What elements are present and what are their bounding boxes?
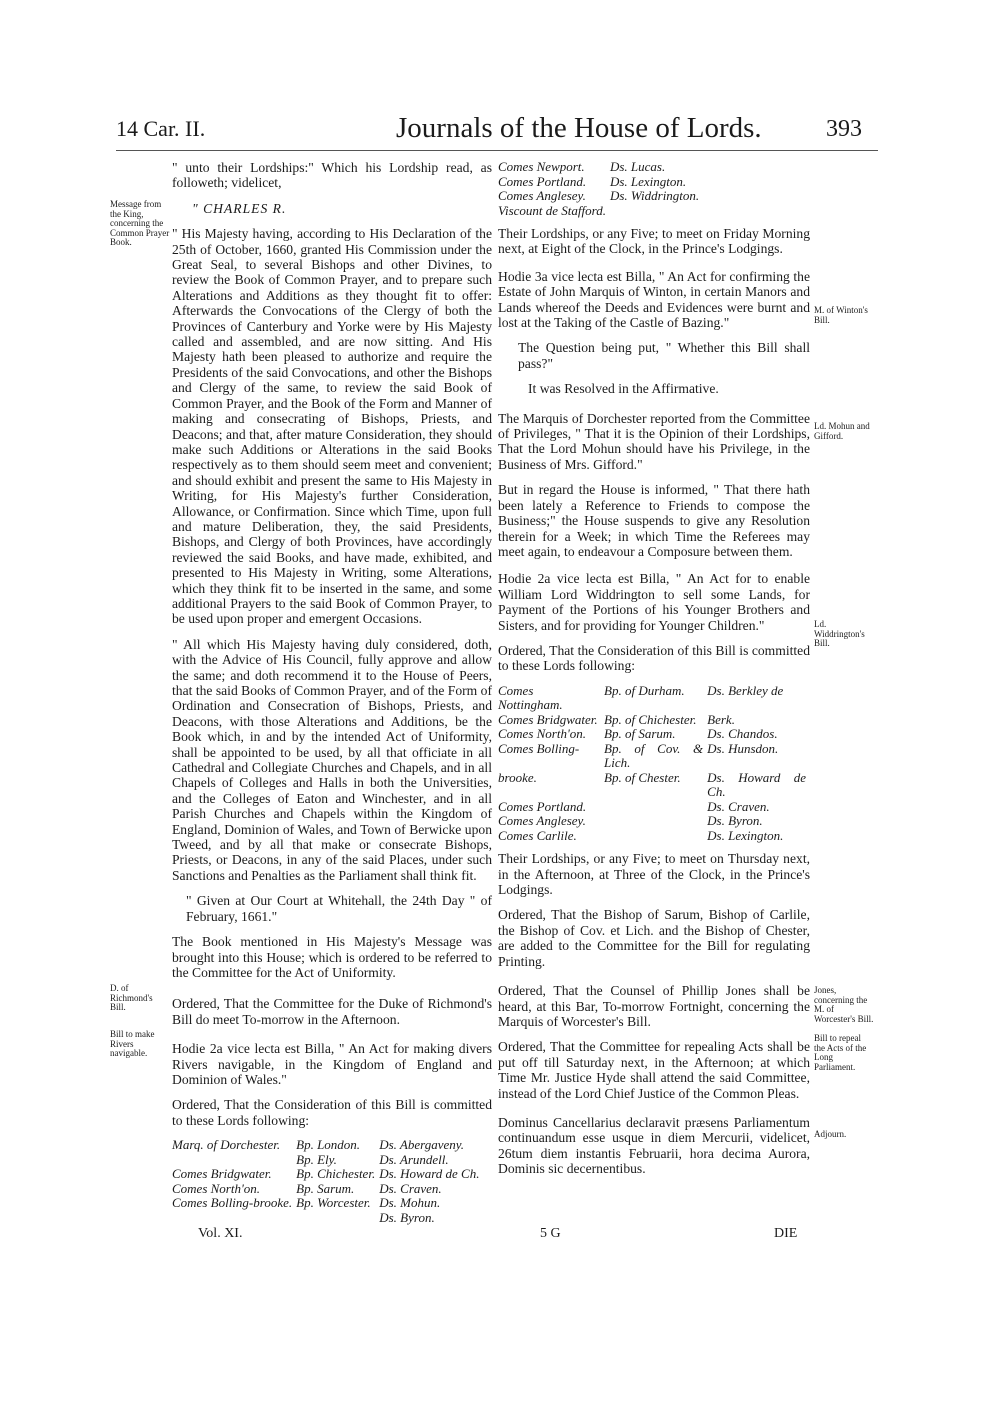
committee-row [498, 160, 703, 175]
committee-member: Comes Bolling- [498, 740, 580, 756]
margin-note-adjourn: Adjourn. [814, 1129, 847, 1139]
committee-member [172, 1153, 296, 1168]
book-referral: The Book mentioned in His Majesty's Message was brought into this House; which is ordered to be referred to the Committee for the Act of Uniformity. [172, 934, 492, 980]
right-column [498, 160, 810, 1187]
committee-member [610, 204, 703, 219]
committee-member: Ds. Arundell. [379, 1151, 449, 1167]
committee-member: brooke. [498, 769, 537, 785]
jones-order: Ordered, That the Counsel of Phillip Jones shall be heard, at this Bar, To-morrow Fortnight, concerning the Marquis of Worcester's Bill. [498, 983, 810, 1029]
committee-row [498, 175, 703, 190]
committee-member [604, 829, 707, 844]
margin-note-rivers: Bill to make Rivers navigable. [110, 1029, 155, 1058]
committee-member: Bp. of Chester. [604, 769, 681, 785]
dorchester-report: The Marquis of Dorchester reported from the Committee of Privileges, " That it is the Opinion of their Lordships, That the Lord Mohun should have his Privilege, in the Business of Mrs. Gifford." [498, 410, 810, 472]
committee-row [498, 814, 810, 829]
rivers-committee-table [172, 1138, 483, 1225]
committee-member: Ds. Craven. [379, 1180, 442, 1196]
committee-member: Marq. of Dorchester. [172, 1137, 281, 1153]
committee-member: Ds. Byron. [707, 813, 763, 829]
committee-row [498, 204, 703, 219]
page-title: Journals of the House of Lords. [396, 112, 762, 144]
committee-member: Berk. [707, 711, 735, 727]
committee-member: Ds. Byron. [379, 1209, 435, 1225]
committee-row [172, 1182, 483, 1197]
intro-text: " unto their Lordships:" Which his Lordship read, as followeth; videlicet, [172, 160, 492, 191]
committee-member: Comes North'on. [498, 726, 587, 742]
volume-label: Vol. XI. [198, 1226, 243, 1241]
committee-row [172, 1211, 483, 1226]
committee-member: Ds. Lexington. [609, 173, 687, 189]
margin-note-jones: Jones, concerning the M. of Worcester's Bill. [814, 985, 874, 1024]
adjournment: Dominus Cancellarius declaravit præsens Parliamentum continuandum esse usque in diem Mercurii, videlicet, 26tum diem instantis Februarii, hora decima Aurora, Dominis sic decernentibus. [498, 1114, 810, 1177]
page-header-left: 14 Car. II. [116, 116, 206, 141]
margin-note-mohun: Ld. Mohun and Gifford. [814, 421, 870, 441]
richmond-order: Ordered, That the Committee for the Duke of Richmond's Bill do meet To-morrow in the Afternoon. [172, 996, 492, 1027]
margin-note-repeal: Bill to repeal the Acts of the Long Parliament. [814, 1033, 867, 1072]
margin-note-winton: M. of Winton's Bill. [814, 305, 868, 325]
committee-row [498, 713, 810, 728]
margin-note-richmond: D. of Richmond's Bill. [110, 983, 153, 1012]
committee-member: Comes Anglesey. [498, 188, 586, 203]
margin-note-message: Message from the King, concerning the Common Prayer Book. [110, 199, 170, 247]
king-message: " His Majesty having, according to His Declaration of the 25th of October, 1660, granted His Commission under the Great Seal, to several Bishops and other Divines, to review the Book of Common Prayer, and to prepare such Alterations and Additions as they thought fit to offer: Afterwards the Convocations of the Clergy of both the Provinces of Canterbury and Yorke were by His Majesty called and assembled, and are now sitting. And His Majesty hath been pleased to authorize and require the Presidents of the said Convocations, and other the Bishops and Clergy of the same, to review the said Book of Common Prayer, and the Book of the Form and Manner of making and consecrating of Bishops, Priests, and Deacons; and that, after mature Consideration, they should make such Additions or Alterations in the said Books respectively as to them should seem meet and convenient; and should exhibit and present the same to His Majesty in Writing, for His Majesty's further Consideration, Allowance, or Confirmation. Since which Time, upon full and mature Deliberation, they, the said Presidents, Bishops, and Clergy of both Provinces, have accordingly reviewed the said Books, and have made, exhibited, and presented to His Majesty in Writing, some Alterations, which they think fit to be inserted in the same, and some additional Prayers to the said Book of Common Prayer, to be used upon proper and emergent Occasions. [172, 226, 492, 627]
committee-table-top [498, 160, 703, 218]
committee-member [604, 814, 707, 829]
committee-member: Comes Bridgwater. [172, 1166, 272, 1182]
winton-bill: Hodie 3a vice lecta est Billa, " An Act for confirming the Estate of John Marquis of Winton, in certain Manors and Lands whereof the Deeds and Evidences were burnt and lost at the Taking of the Castle of Bazing." [498, 268, 810, 331]
committee-member: Bp. Ely. [296, 1151, 337, 1167]
committee-member: Comes North'on. [172, 1180, 261, 1196]
committee-member: Comes Portland. [498, 173, 587, 189]
committee-member: Comes Bridgwater. [498, 711, 598, 727]
committee-member: Comes Anglesey. [498, 813, 586, 829]
committee-row [498, 829, 810, 844]
margin-note-widdrington: Ld. Widdrington's Bill. [814, 619, 865, 648]
committee-member: Bp. Worcester. [296, 1195, 371, 1211]
committee-member [296, 1211, 379, 1226]
committee-row [498, 742, 810, 771]
committee-member: Bp. London. [296, 1137, 361, 1153]
committee-member: Ds. Widdrington. [609, 188, 700, 203]
committee-member: Bp. of Sarum. [604, 726, 676, 742]
committee-member: Bp. Chichester. [296, 1166, 376, 1182]
five-second: Their Lordships, or any Five; to meet on Thursday next, in the Afternoon, at Three of the Clock, in the Prince's Lodgings. [498, 851, 810, 898]
question-put: The Question being put, " Whether this Bill shall pass?" [518, 340, 810, 371]
committee-member: Comes Bolling-brooke. [172, 1195, 293, 1211]
committee-member: Comes Portland. [498, 798, 587, 814]
committee-member: Ds. Lexington. [707, 827, 784, 843]
committee-member: Ds. Howard de Ch. [707, 769, 806, 800]
committee-member: Ds. Mohun. [379, 1195, 441, 1211]
committee-member: Bp. of Durham. [604, 682, 685, 698]
committee-member: Viscount de Stafford. [498, 202, 606, 218]
page-number: 393 [826, 116, 862, 142]
committee-row [172, 1196, 483, 1211]
catchword: DIE [774, 1226, 798, 1241]
committee-member: Comes Newport. [498, 159, 585, 174]
king-message-cont: " All which His Majesty having duly considered, doth, with the Advice of His Council, fully approve and allow the same; and doth recommend it to the House of Peers, that the said Books of Common Prayer, and of the Form of Ordination and Consecration of Bishops, Priests, and Deacons, with those Alterations and Additions, be the Book which, in and by the intended Act of Uniformity, shall be appointed to be used, by all that officiate in all Cathedral and Collegiate Churches and Chapels, and in all Chapels of Colleges and Halls in both the Universities, and the Colleges of Eaton and Winchester, and in all Parish Churches and Chapels within the Kingdom of England, Dominion of Wales, and Town of Berwicke upon Tweed, and by all that make or consecrate Bishops, Priests, or Deacons, in any of the said Places, under such Sanctions and Penalties as the Parliament shall think fit. [172, 636, 492, 883]
committee-member: Comes Nottingham. [498, 682, 563, 713]
repeal-order: Ordered, That the Committee for repealing Acts shall be put off till Saturday next, in the Afternoon; at which Time Mr. Justice Hyde shall attend the said Committee, instead of the Lord Chief Justice of the Common Pleas. [498, 1039, 810, 1101]
committee-member: Ds. Lucas. [609, 159, 666, 174]
committee-row [498, 771, 810, 800]
bishops-order: Ordered, That the Bishop of Sarum, Bishop of Carlile, the Bishop of Cov. et Lich. and the Bishop of Chester, are added to the Committee for the Bill for regulating Printing. [498, 907, 810, 969]
committee-member: Ds. Chandos. [707, 726, 778, 742]
committee-row [172, 1138, 483, 1153]
regard-text: But in regard the House is informed, " That there hath been lately a Reference to Friends to compose the Business;" the House suspends to give any Resolution therein for a Week; in which Time the Referees may meet again, to endeavour a Composure between them. [498, 482, 810, 559]
committee-member [172, 1211, 296, 1226]
rivers-order: Ordered, That the Consideration of this Bill is committed to these Lords following: [172, 1097, 492, 1128]
committee-member: Bp. Sarum. [296, 1180, 355, 1196]
committee-row [498, 684, 810, 713]
widdrington-committee-table [498, 684, 810, 844]
five-first: Their Lordships, or any Five; to meet on Friday Morning next, at Eight of the Clock, in the Prince's Lodgings. [498, 226, 810, 257]
committee-member: Bp. of Chichester. [604, 711, 697, 727]
committee-member: Ds. Hunsdon. [707, 740, 779, 756]
resolved-affirmative: It was Resolved in the Affirmative. [528, 381, 719, 397]
committee-member: Comes Carlile. [498, 827, 577, 843]
committee-member: Ds. Howard de Ch. [379, 1166, 480, 1182]
committee-row [498, 189, 703, 204]
header-rule [116, 150, 878, 151]
widdrington-order: Ordered, That the Consideration of this Bill is committed to these Lords following: [498, 642, 810, 674]
committee-row [498, 727, 810, 742]
committee-member: Ds. Abergaveny. [379, 1137, 465, 1153]
committee-member: Ds. Berkley de [707, 682, 784, 698]
committee-member: Bp. of Cov. & Lich. [604, 740, 704, 771]
rivers-bill: Hodie 2a vice lecta est Billa, " An Act for making divers Rivers navigable, in the Kingdom of England and Dominion of Wales." [172, 1041, 492, 1087]
committee-row [498, 800, 810, 815]
king-signature: " CHARLES R. [192, 200, 287, 216]
committee-row [172, 1153, 483, 1168]
given-at: " Given at Our Court at Whitehall, the 24th Day " of February, 1661." [186, 893, 492, 924]
committee-row [172, 1167, 483, 1182]
signature-mark: 5 G [540, 1226, 561, 1241]
left-column [172, 160, 492, 1233]
committee-member [604, 800, 707, 815]
committee-member: Ds. Craven. [707, 798, 770, 814]
widdrington-bill: Hodie 2a vice lecta est Billa, " An Act for to enable William Lord Widdrington to sell some Lands, for Payment of the Portions of his Younger Brothers and Sisters, and for providing for Younger Children." [498, 571, 810, 633]
